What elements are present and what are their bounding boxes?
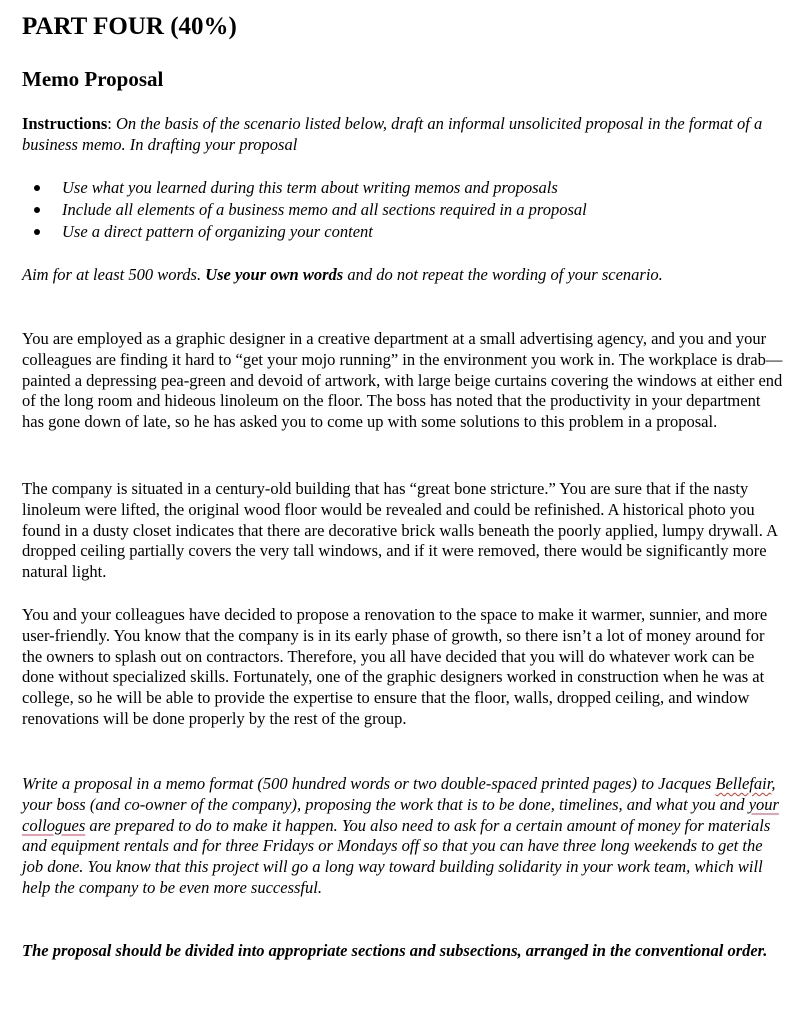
aim-text-bold: Use your own words [205, 265, 344, 284]
bullet-dot-icon [34, 207, 40, 213]
closing-instruction: The proposal should be divided into appropriate sections and subsections, arranged in the conventional order. [22, 941, 768, 960]
task-text-2: , your boss (and co-owner of the company), proposing the work that is to be done, timelines, and what you and [22, 774, 776, 814]
word-count-note [22, 265, 784, 286]
list-item [22, 177, 784, 199]
bullet-text: Include all elements of a business memo and all sections required in a proposal [62, 200, 587, 219]
instructions-label: Instructions [22, 114, 108, 133]
instructions-colon: : [107, 114, 116, 133]
bullet-text: Use what you learned during this term about writing memos and proposals [62, 178, 558, 197]
instructions-paragraph [22, 114, 784, 156]
list-item [22, 199, 784, 221]
task-text-3: are prepared to do to make it happen. You also need to ask for a certain amount of money for materials and equipment rentals and for three Fridays or Mondays off so that you can have three long weekends to get the job done. You know that this project will go a long way toward building solidarity in your work team, which will help the company to be even more successful. [22, 815, 771, 897]
grammar-flag-your[interactable]: your [748, 794, 779, 814]
task-text-1: Write a proposal in a memo format (500 hundred words or two double-spaced printed pages) to Jacques [22, 774, 716, 793]
scenario-paragraph-1: You are employed as a graphic designer in a creative department at a small advertising agency, and you and your colleagues are finding it hard to “get your mojo running” in the environment you work in. The workplace is drab—painted a depressing pea-green and devoid of artwork, with large beige curtains covering the windows at either end of the long room and hideous linoleum on the floor. The boss has noted that the productivity in your department has gone down of late, so he has asked you to come up with some solutions to this problem in a proposal. [22, 329, 783, 432]
list-item [22, 221, 784, 243]
memo-title: Memo Proposal [22, 67, 164, 91]
aim-text-after: and do not repeat the wording of your scenario. [343, 265, 663, 284]
task-paragraph [22, 774, 784, 899]
scenario-paragraph-2: The company is situated in a century-old building that has “great bone stricture.” You are sure that if the nasty linoleum were lifted, the original wood floor would be revealed and could be refinished. A historical photo you found in a dusty closet indicates that there are decorative brick walls beneath the poorly applied, lumpy drywall. A dropped ceiling partially covers the very tall windows, and if it were removed, there would be significantly more natural light. [22, 479, 778, 582]
scenario-paragraph-3: You and your colleagues have decided to propose a renovation to the space to make it warmer, sunnier, and more user-friendly. You know that the company is in its early phase of growth, so there isn’t a lot of money around for the owners to splash out on contractors. Therefore, you all have decided that you will do whatever work can be done without specialized skills. Fortunately, one of the graphic designers worked in construction when he was at college, so he will be able to provide the expertise to ensure that the floor, walls, dropped ceiling, and window renovations will be done properly by the rest of the group. [22, 605, 768, 728]
instruction-bullet-list [22, 177, 784, 243]
aim-text-before: Aim for at least 500 words. [22, 265, 206, 284]
part-title: PART FOUR (40%) [22, 13, 237, 40]
bullet-dot-icon [34, 229, 40, 235]
spellcheck-word-bellefair[interactable]: Bellefair [715, 774, 772, 793]
bullet-dot-icon [34, 185, 40, 191]
grammar-flag-collogues[interactable]: collogues [22, 815, 86, 835]
bullet-text: Use a direct pattern of organizing your content [62, 222, 373, 241]
instructions-text: On the basis of the scenario listed below, draft an informal unsolicited proposal in the format of a business memo. In drafting your proposal [22, 114, 763, 154]
